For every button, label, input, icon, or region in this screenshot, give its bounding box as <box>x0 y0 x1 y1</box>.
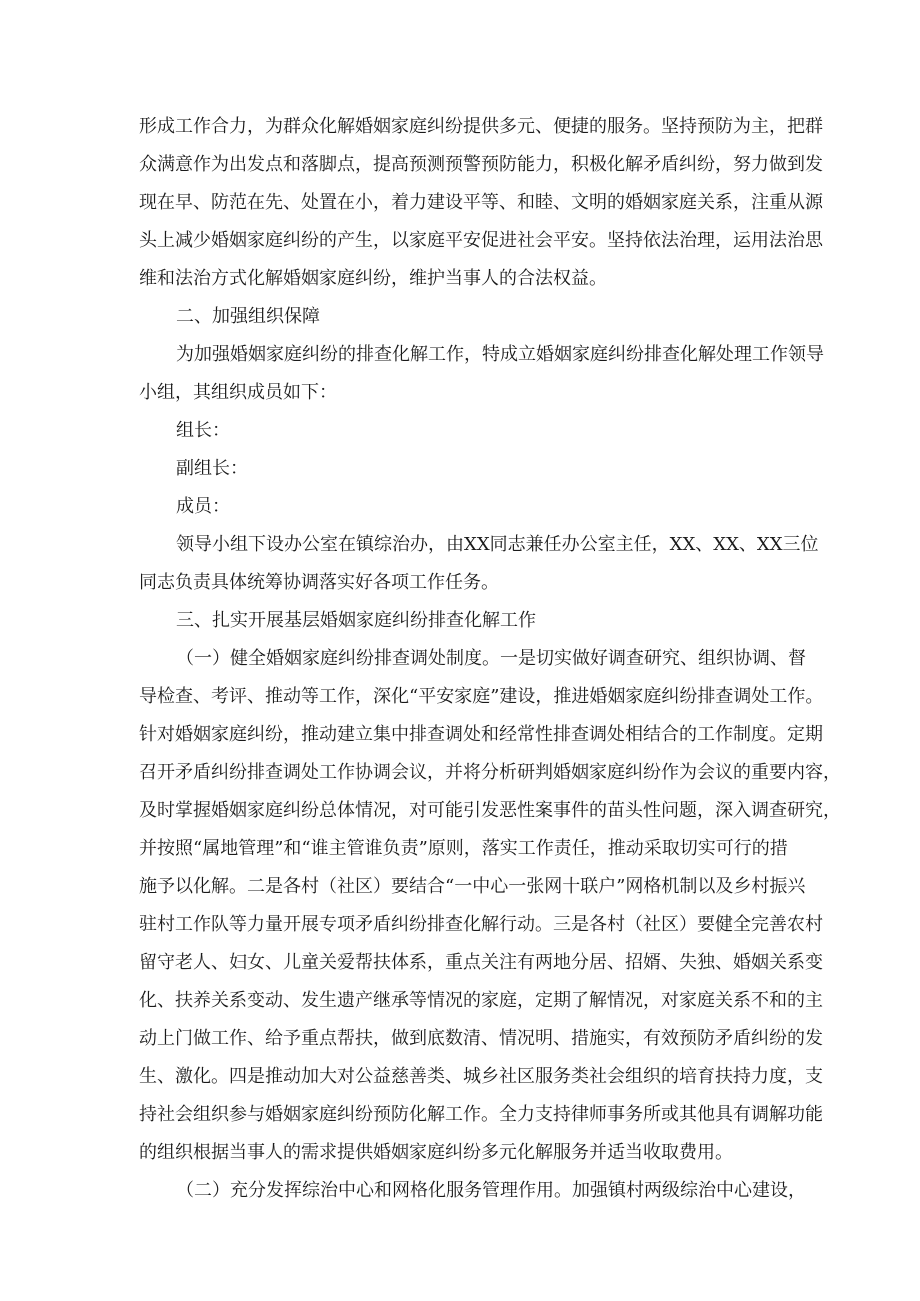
section-heading: 二、加强组织保障 <box>176 306 320 327</box>
body-line: 的组织根据当事人的需求提供婚姻家庭纠纷多元化解服务并适当收取费用。 <box>139 1142 733 1163</box>
body-line: 维和法治方式化解婚姻家庭纠纷，维护当事人的合法权益。 <box>139 268 607 289</box>
body-line: 生、激化。四是推动加大对公益慈善类、城乡社区服务类社会组织的培育扶持力度，支 <box>139 1066 823 1087</box>
body-line: 为加强婚姻家庭纠纷的排查化解工作，特成立婚姻家庭纠纷排查化解处理工作领导 <box>176 344 824 365</box>
body-line: 导检查、考评、推动等工作，深化“平安家庭”建设，推进婚姻家庭纠纷排查调处工作。 <box>139 686 824 707</box>
body-line: 召开矛盾纠纷排查调处工作协调会议，并将分析研判婚姻家庭纠纷作为会议的重要内容， <box>139 762 841 783</box>
members-label: 成员： <box>176 496 230 517</box>
body-line: 留守老人、妇女、儿童关爱帮扶体系，重点关注有两地分居、招婿、失独、婚姻关系变 <box>139 952 823 973</box>
body-line: 现在早、防范在先、处置在小，着力建设平等、和睦、文明的婚姻家庭关系，注重从源 <box>139 192 823 213</box>
body-line: 头上减少婚姻家庭纠纷的产生，以家庭平安促进社会平安。坚持依法治理，运用法治思 <box>139 230 823 251</box>
body-line: （一）健全婚姻家庭纠纷排查调处制度。一是切实做好调查研究、组织协调、督 <box>176 648 806 669</box>
body-line: 施予以化解。二是各村（社区）要结合“一中心一张网十联户”网格机制以及乡村振兴 <box>139 876 806 897</box>
body-line: 动上门做工作、给予重点帮扶，做到底数清、情况明、措施实，有效预防矛盾纠纷的发 <box>139 1028 823 1049</box>
body-line: 小组，其组织成员如下： <box>139 382 337 403</box>
body-line: 及时掌握婚姻家庭纠纷总体情况，对可能引发恶性案事件的苗头性问题，深入调查研究， <box>139 800 841 821</box>
body-line: 针对婚姻家庭纠纷，推动建立集中排查调处和经常性排查调处相结合的工作制度。定期 <box>139 724 823 745</box>
body-line: 化、扶养关系变动、发生遗产继承等情况的家庭，定期了解情况，对家庭关系不和的主 <box>139 990 823 1011</box>
deputy-leader-label: 副组长： <box>176 458 248 479</box>
body-line: 驻村工作队等力量开展专项矛盾纠纷排查化解行动。三是各村（社区）要健全完善农村 <box>139 914 823 935</box>
body-line: （二）充分发挥综治中心和网格化服务管理作用。加强镇村两级综治中心建设， <box>176 1180 806 1201</box>
body-line: 并按照“属地管理”和“谁主管谁负责”原则，落实工作责任，推动采取切实可行的措 <box>139 838 788 859</box>
group-leader-label: 组长： <box>176 420 230 441</box>
body-line: 同志负责具体统筹协调落实好各项工作任务。 <box>139 572 499 593</box>
body-line: 持社会组织参与婚姻家庭纠纷预防化解工作。全力支持律师事务所或其他具有调解功能 <box>139 1104 823 1125</box>
section-heading: 三、扎实开展基层婚姻家庭纠纷排查化解工作 <box>176 610 536 631</box>
body-line: 领导小组下设办公室在镇综治办，由XX同志兼任办公室主任，XX、XX、XX三位 <box>176 534 819 555</box>
body-line: 形成工作合力，为群众化解婚姻家庭纠纷提供多元、便捷的服务。坚持预防为主，把群 <box>139 116 823 137</box>
body-line: 众满意作为出发点和落脚点，提高预测预警预防能力，积极化解矛盾纠纷，努力做到发 <box>139 154 823 175</box>
